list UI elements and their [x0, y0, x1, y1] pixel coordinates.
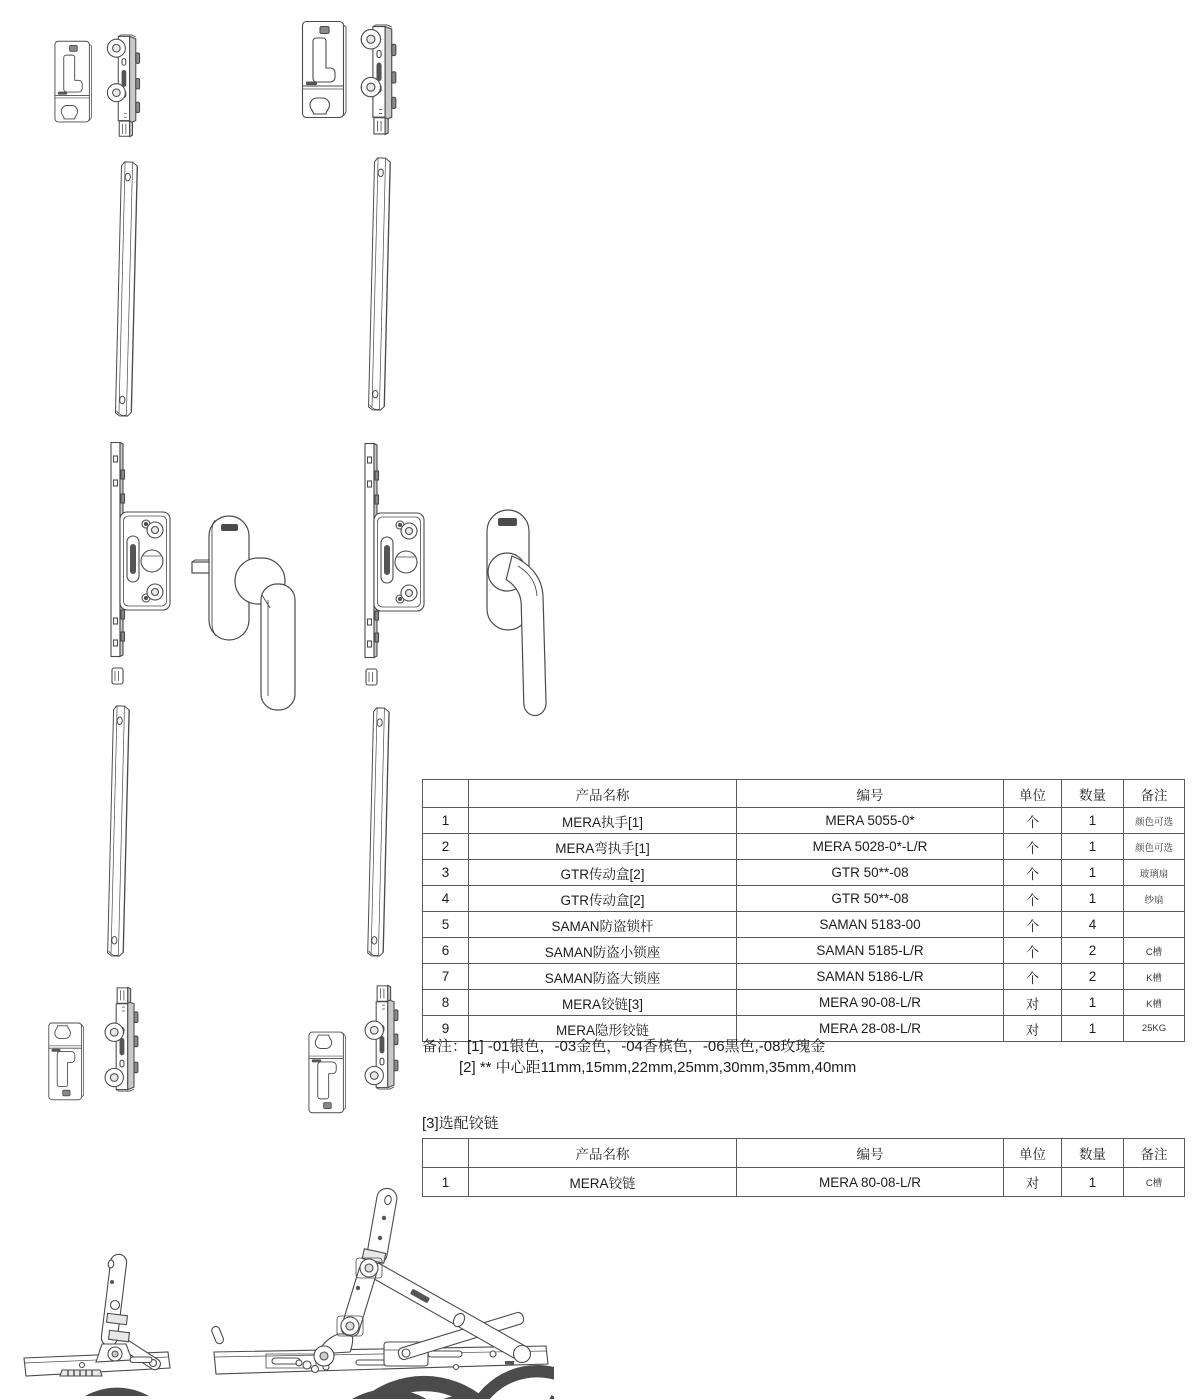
table-cell: MERA铰链	[469, 1168, 737, 1197]
table-cell: 1	[1062, 860, 1124, 886]
table-cell: 个	[1004, 834, 1062, 860]
column-header: 单位	[1004, 780, 1062, 808]
table-cell: MERA执手[1]	[469, 808, 737, 834]
table-cell: SAMAN 5183-00	[737, 912, 1004, 938]
row-index-cell: 7	[423, 964, 469, 990]
column-header	[423, 780, 469, 808]
table-cell: MERA 28-08-L/R	[737, 1016, 1004, 1042]
table-cell: 颜色可选	[1124, 808, 1185, 834]
security-cam-rod-large-mirrored-drawing	[360, 982, 402, 1090]
table-cell: 个	[1004, 912, 1062, 938]
table-cell: GTR 50**-08	[737, 886, 1004, 912]
column-header: 编号	[737, 780, 1004, 808]
table-row	[423, 886, 1185, 912]
lock-bar-lower-left-drawing	[104, 704, 131, 958]
column-header: 编号	[737, 1139, 1004, 1168]
optional-hinge-label: [3]选配铰链	[422, 1115, 499, 1132]
column-header: 备注	[1124, 1139, 1185, 1168]
table-cell: 玻璃扇	[1124, 860, 1185, 886]
table-cell: 对	[1004, 1168, 1062, 1197]
column-header: 产品名称	[469, 1139, 737, 1168]
security-keeper-small-plate-mirrored-drawing	[46, 1014, 86, 1108]
table-cell: SAMAN 5185-L/R	[737, 938, 1004, 964]
table-cell: 1	[1062, 834, 1124, 860]
friction-hinge-large-drawing	[206, 1184, 554, 1399]
table-cell: GTR传动盒[2]	[469, 886, 737, 912]
lock-bar-lower-right-drawing	[364, 706, 391, 958]
security-keeper-large-plate-mirrored-drawing	[306, 1024, 348, 1120]
table-cell: C槽	[1124, 938, 1185, 964]
security-cam-rod-small-drawing	[103, 34, 143, 140]
table-cell: MERA 90-08-L/R	[737, 990, 1004, 1016]
table-cell: 个	[1004, 938, 1062, 964]
table-cell: 对	[1004, 1016, 1062, 1042]
row-index-cell: 4	[423, 886, 469, 912]
table-cell: 2	[1062, 938, 1124, 964]
column-header: 数量	[1062, 1139, 1124, 1168]
row-index-cell: 1	[423, 1168, 469, 1197]
table-cell: 1	[1062, 886, 1124, 912]
parts-table	[422, 779, 1185, 1042]
footnote-centers: [2] ** 中心距11mm,15mm,22mm,25mm,30mm,35mm,40mm	[459, 1059, 857, 1076]
table-cell: K槽	[1124, 990, 1185, 1016]
table-cell: 25KG	[1124, 1016, 1185, 1042]
row-index-cell: 3	[423, 860, 469, 886]
lock-bar-upper-left-drawing	[112, 160, 139, 418]
table-cell: 1	[1062, 808, 1124, 834]
parts-table-header-row	[423, 780, 1185, 808]
table-cell	[1124, 912, 1185, 938]
row-index-cell: 9	[423, 1016, 469, 1042]
table-cell: 1	[1062, 1016, 1124, 1042]
table-row	[423, 860, 1185, 886]
table-row	[423, 1168, 1185, 1197]
table-cell: 1	[1062, 1168, 1124, 1197]
row-index-cell: 2	[423, 834, 469, 860]
row-index-cell: 5	[423, 912, 469, 938]
window-bent-handle-drawing	[460, 500, 560, 728]
table-cell: 纱扇	[1124, 886, 1185, 912]
column-header: 单位	[1004, 1139, 1062, 1168]
table-cell: 个	[1004, 964, 1062, 990]
row-index-cell: 8	[423, 990, 469, 1016]
table-row	[423, 808, 1185, 834]
table-cell: 颜色可选	[1124, 834, 1185, 860]
security-keeper-large-plate-drawing	[298, 20, 350, 120]
table-row	[423, 938, 1185, 964]
column-header: 备注	[1124, 780, 1185, 808]
table-cell: SAMAN 5186-L/R	[737, 964, 1004, 990]
gearbox-assembly-glass-sash-drawing	[108, 442, 188, 692]
footnotes	[422, 1036, 856, 1078]
lock-bar-upper-right-drawing	[365, 156, 392, 412]
security-keeper-small-plate-drawing	[52, 33, 94, 131]
table-cell: MERA隐形铰链	[469, 1016, 737, 1042]
column-header: 产品名称	[469, 780, 737, 808]
table-cell: MERA 80-08-L/R	[737, 1168, 1004, 1197]
table-cell: MERA弯执手[1]	[469, 834, 737, 860]
table-cell: 1	[1062, 990, 1124, 1016]
table-cell: 对	[1004, 990, 1062, 1016]
table-cell: 个	[1004, 886, 1062, 912]
table-cell: MERA 5055-0*	[737, 808, 1004, 834]
table-cell: GTR 50**-08	[737, 860, 1004, 886]
column-header	[423, 1139, 469, 1168]
optional-hinge-table	[422, 1138, 1185, 1197]
friction-hinge-small-drawing	[22, 1224, 172, 1396]
table-row	[423, 834, 1185, 860]
table-cell: 2	[1062, 964, 1124, 990]
security-cam-rod-small-mirrored-drawing	[101, 984, 141, 1092]
table-cell: GTR传动盒[2]	[469, 860, 737, 886]
table-cell: 个	[1004, 808, 1062, 834]
optional-table-header-row	[423, 1139, 1185, 1168]
table-row	[423, 964, 1185, 990]
table-cell: MERA 5028-0*-L/R	[737, 834, 1004, 860]
table-cell: 4	[1062, 912, 1124, 938]
row-index-cell: 1	[423, 808, 469, 834]
table-row	[423, 912, 1185, 938]
column-header: 数量	[1062, 780, 1124, 808]
security-cam-rod-large-drawing	[357, 24, 399, 138]
table-cell: SAMAN防盗大锁座	[469, 964, 737, 990]
row-index-cell: 6	[423, 938, 469, 964]
table-cell: K槽	[1124, 964, 1185, 990]
table-row	[423, 990, 1185, 1016]
table-cell: MERA铰链[3]	[469, 990, 737, 1016]
table-cell: SAMAN防盗小锁座	[469, 938, 737, 964]
table-cell: C槽	[1124, 1168, 1185, 1197]
table-cell: SAMAN防盗锁杆	[469, 912, 737, 938]
gearbox-assembly-screen-sash-drawing	[362, 442, 442, 694]
table-cell: 个	[1004, 860, 1062, 886]
window-handle-drawing	[191, 502, 299, 712]
footnote-colors: 备注：[1] -01银色，-03金色，-04香槟色，-06黑色,-08玫瑰金	[422, 1038, 826, 1055]
